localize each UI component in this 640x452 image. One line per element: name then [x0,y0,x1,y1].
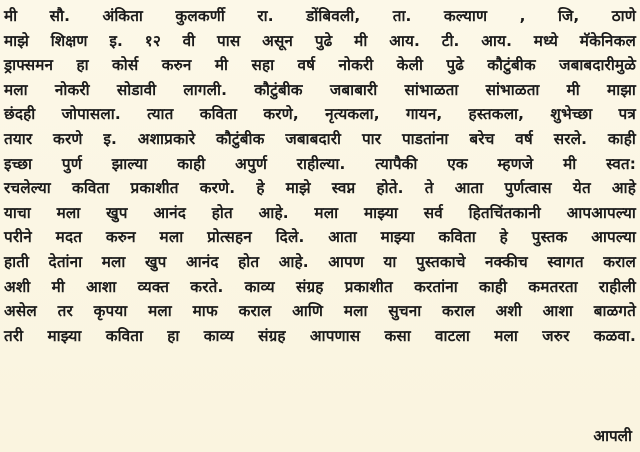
text-line: तयार करणे इ. अशाप्रकारे कौटुंबीक जबाबदारी पार पाडतांना बरेच वर्ष सरले. काही [4,129,636,148]
text-line: असेल तर कृपया मला माफ कराल आणि मला सुचना कराल अशी आशा बाळगते [4,302,636,321]
signature-closing: आपली [593,427,632,445]
text-line: रचलेल्या कविता प्रकाशीत करणे. हे माझे स्वप्न होते. ते आता पुर्णत्वास येत आहे [4,179,636,198]
text-line: छंदही जोपासला. त्यात कविता करणे, नृत्यकला, गायन, हस्तकला, शुभेच्छा पत्र [4,105,636,124]
text-line: इच्छा पुर्ण झाल्या काही अपुर्ण राहील्या. त्यापैकी एक म्हणजे मी स्वत: [4,154,636,173]
text-line: परीने मदत करुन मला प्रोत्सहन दिले. आता माझ्या कविता हे पुस्तक आपल्या [4,228,636,247]
text-line: मी सौ. अंकिता कुलकर्णी रा. डोंबिवली, ता. कल्याण , जि, ठाणे [4,7,636,25]
text-line: तरी माझ्या कविता हा काव्य संग्रह आपणास कसा वाटला मला जरुर कळवा. [4,326,636,345]
text-line: मला नोकरी सोडावी लागली. कौटुंबीक जबाबारी सांभाळता सांभाळता मी माझा [4,80,636,99]
text-line: हाती देतांना मला खुप आनंद होत आहे. आपण या पुस्तकाचे नक्कीच स्वागत कराल [4,252,636,271]
text-line: ड्राफ्समन हा कोर्स करुन मी सहा वर्ष नोकरी केली पुढे कौटुंबीक जबाबदारीमुळे [4,56,636,75]
text-line: याचा मला खुप आनंद होत आहे. मला माझ्या सर्व हितचिंतकानी आपआपल्या [4,203,636,222]
text-line: माझे शिक्षण इ. १२ वी पास असून पुढे मी आय. टी. आय. मध्ये मॅकेनिकल [4,31,636,50]
body-paragraph [4,4,636,348]
text-line: अशी मी आशा व्यक्त करते. काव्य संग्रह प्रकाशीत करतांना काही कमतरता राहीली [4,277,636,296]
